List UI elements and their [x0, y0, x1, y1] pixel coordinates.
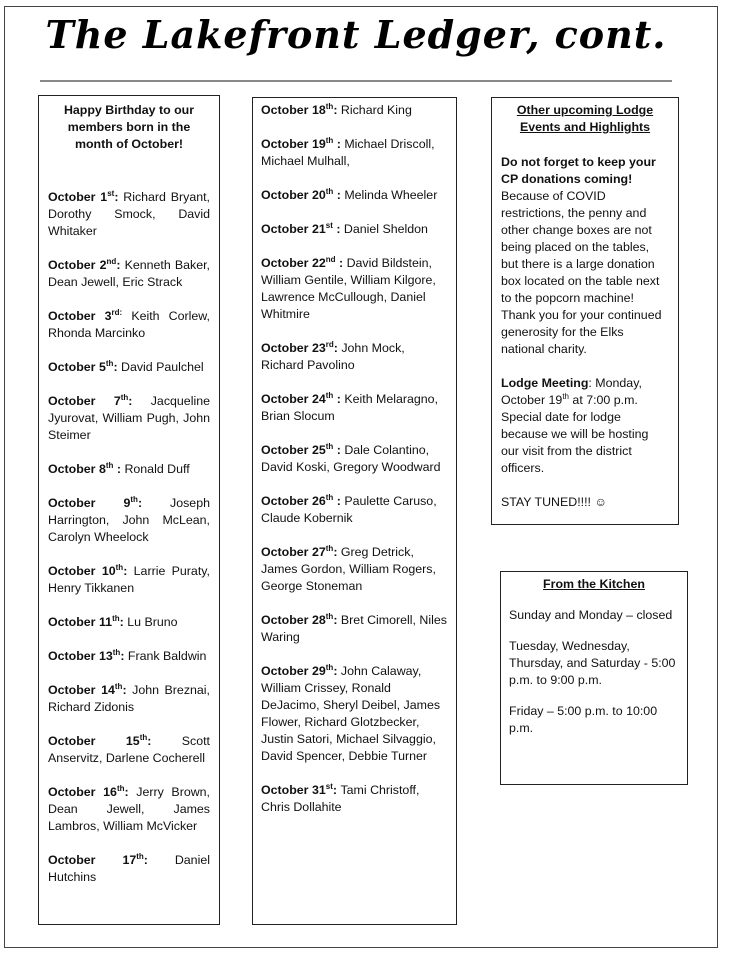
- birthday-separator: :: [332, 783, 341, 797]
- birthday-names: Richard King: [340, 103, 412, 117]
- birthday-names: John Calaway, William Crissey, Ronald DeJacimo, Sheryl Deibel, James Flower, Richard Glotzbecker, Justin Satori, Michael Silvaggio, David Spencer, Debbie Turner: [261, 664, 441, 763]
- birthday-day-suffix: th: [325, 135, 334, 145]
- birthday-month: October: [48, 615, 96, 629]
- meeting-details: at 7:00 p.m. Special date for lodge because we will be hosting our visit from the district officers.: [501, 393, 649, 475]
- birthday-names: David Paulchel: [121, 360, 204, 374]
- birthday-names: Jacqueline Jyurovat, William Pugh, John Steimer: [48, 394, 210, 442]
- birthday-list-1: [48, 189, 210, 886]
- birthday-names: Melinda Wheeler: [344, 188, 438, 202]
- birthday-names: Joseph Harrington, John McLean, Carolyn Wheelock: [48, 496, 210, 544]
- birthday-entry: [261, 221, 448, 238]
- birthday-separator: :: [333, 545, 341, 559]
- birthday-date: [48, 853, 175, 867]
- birthday-date: [48, 734, 182, 748]
- birthday-day: 15: [125, 734, 140, 748]
- birthday-month: October: [48, 309, 96, 323]
- birthday-month: October: [261, 664, 309, 678]
- birthday-separator: [122, 309, 131, 323]
- birthday-day: 22: [311, 256, 326, 270]
- birthday-month: October: [48, 496, 96, 510]
- birthday-names: Lu Bruno: [127, 615, 178, 629]
- birthday-names: Scott Anservitz, Darlene Cocherell: [48, 734, 210, 765]
- birthday-month: October: [48, 734, 96, 748]
- birthday-names: Keith Melaragno, Brian Slocum: [261, 392, 439, 423]
- birthday-day: 2: [99, 258, 107, 272]
- birthday-month: October: [261, 341, 309, 355]
- birthday-month: October: [48, 462, 96, 476]
- birthday-day: 19: [311, 137, 326, 151]
- birthday-separator: :: [113, 360, 122, 374]
- birthday-entry: [48, 308, 210, 342]
- birthday-date: [261, 103, 341, 117]
- donations-heading: Do not forget to keep your CP donations coming!: [501, 155, 656, 186]
- birthday-entry: [48, 648, 210, 665]
- birthday-day: 1: [100, 190, 108, 204]
- birthday-month: October: [48, 394, 96, 408]
- birthday-separator: :: [128, 394, 151, 408]
- birthday-day-suffix: rd:: [111, 307, 123, 317]
- birthday-day: 9: [123, 496, 131, 510]
- birthday-day-suffix: th: [325, 492, 334, 502]
- birthday-date: [48, 258, 125, 272]
- birthday-separator: :: [333, 613, 341, 627]
- birthday-separator: :: [333, 392, 345, 406]
- birthday-date: [48, 615, 127, 629]
- birthday-day: 17: [122, 853, 137, 867]
- birthday-month: October: [261, 222, 309, 236]
- meeting-date-suffix: th: [562, 391, 569, 401]
- birthday-day: 14: [101, 683, 115, 697]
- birthday-entry: [261, 136, 448, 170]
- birthday-separator: :: [332, 222, 344, 236]
- birthday-list-2: [261, 102, 448, 816]
- birthday-names: Tami Christoff, Chris Dollahite: [261, 783, 420, 814]
- kitchen-hours-2: Friday – 5:00 p.m. to 10:00 p.m.: [509, 704, 658, 735]
- birthday-date: [48, 394, 151, 408]
- birthday-month: October: [261, 137, 309, 151]
- birthday-names: Larrie Puraty, Henry Tikkanen: [48, 564, 210, 595]
- birthday-separator: :: [333, 443, 345, 457]
- birthday-entry: [48, 614, 210, 631]
- birthday-date: [261, 341, 341, 355]
- events-title: Other upcoming Lodge Events and Highlights: [516, 103, 654, 134]
- kitchen-hours-0: Sunday and Monday – closed: [509, 608, 673, 622]
- birthday-month: October: [48, 853, 96, 867]
- birthday-month: October: [48, 649, 96, 663]
- birthday-month: October: [48, 360, 96, 374]
- birthday-separator: :: [137, 496, 171, 510]
- birthday-day: 11: [98, 615, 113, 629]
- birthday-day: 21: [311, 222, 326, 236]
- birthday-month: October: [261, 188, 309, 202]
- birthday-day: 29: [311, 664, 326, 678]
- events-box: [491, 97, 679, 525]
- birthday-separator: :: [120, 649, 128, 663]
- birthday-date: [48, 496, 170, 510]
- birthday-day-suffix: th: [112, 647, 121, 657]
- masthead-divider: [40, 80, 672, 82]
- birthday-day-suffix: th: [139, 732, 148, 742]
- birthday-date: [261, 494, 344, 508]
- birthday-separator: :: [119, 615, 128, 629]
- donations-paragraph: [501, 154, 669, 358]
- birthday-day: 26: [311, 494, 326, 508]
- birthday-date: [261, 443, 344, 457]
- birthday-day-suffix: th: [115, 562, 124, 572]
- birthday-day-suffix: th: [325, 543, 334, 553]
- birthday-day-suffix: th: [120, 392, 129, 402]
- birthday-names: Ronald Duff: [124, 462, 190, 476]
- birthday-day-suffix: th: [325, 186, 334, 196]
- birthday-date: [261, 392, 344, 406]
- birthday-entry: [48, 461, 210, 478]
- birthday-entry: [48, 682, 210, 716]
- birthday-month: October: [261, 392, 309, 406]
- birthday-month: October: [48, 258, 96, 272]
- birthday-day: 7: [113, 394, 121, 408]
- birthday-date: [48, 309, 131, 323]
- birthday-entry: [48, 189, 210, 240]
- birthday-date: [48, 649, 128, 663]
- birthday-date: [261, 256, 347, 270]
- birthday-date: [261, 613, 341, 627]
- birthday-day-suffix: th: [105, 460, 114, 470]
- birthday-day: 23: [311, 341, 326, 355]
- birthday-entry: [261, 187, 448, 204]
- birthday-date: [48, 190, 123, 204]
- birthday-day-suffix: rd: [325, 339, 334, 349]
- birthday-names: Keith Corlew, Rhonda Marcinko: [48, 309, 210, 340]
- birthday-separator: :: [333, 664, 341, 678]
- birthday-names: Paulette Caruso, Claude Kobernik: [261, 494, 437, 525]
- birthday-day-suffix: th: [325, 101, 334, 111]
- birthday-month: October: [261, 494, 309, 508]
- birthday-separator: :: [143, 853, 175, 867]
- birthday-entry: [261, 442, 448, 476]
- birthday-day-suffix: th: [325, 390, 334, 400]
- birthday-entry: [48, 495, 210, 546]
- birthday-column-1: [38, 95, 220, 925]
- birthday-separator: :: [116, 258, 125, 272]
- birthday-day: 13: [98, 649, 113, 663]
- birthday-separator: :: [333, 341, 342, 355]
- birthday-day-suffix: th: [112, 613, 120, 623]
- birthday-separator: :: [113, 462, 125, 476]
- birthday-names: John Breznai, Richard Zidonis: [48, 683, 210, 714]
- birthday-day: 24: [311, 392, 326, 406]
- birthday-names: Kenneth Baker, Dean Jewell, Eric Strack: [48, 258, 210, 289]
- birthday-day: 27: [311, 545, 326, 559]
- birthday-entry: [261, 391, 448, 425]
- birthday-month: October: [261, 103, 309, 117]
- birthday-separator: :: [122, 683, 133, 697]
- meeting-label: Lodge Meeting: [501, 376, 589, 390]
- birthday-date: [48, 564, 134, 578]
- birthday-day-suffix: st: [325, 220, 333, 230]
- birthday-day-suffix: nd: [106, 256, 117, 266]
- birthday-separator: :: [335, 256, 347, 270]
- birthday-names: Dale Colantino, David Koski, Gregory Woodward: [261, 443, 441, 474]
- birthday-names: Greg Detrick, James Gordon, William Rogers, George Stoneman: [261, 545, 436, 593]
- birthday-names: Richard Bryant, Dorothy Smock, David Whitaker: [48, 190, 210, 238]
- birthday-entry: [261, 663, 448, 765]
- birthday-month: October: [261, 256, 309, 270]
- birthday-entry: [261, 782, 448, 816]
- birthday-day-suffix: th: [116, 783, 125, 793]
- birthday-day-suffix: th: [105, 358, 114, 368]
- birthday-day-suffix: th: [114, 681, 123, 691]
- meeting-paragraph: [501, 375, 669, 477]
- birthday-date: [48, 360, 121, 374]
- birthday-entry: [48, 563, 210, 597]
- birthday-day-suffix: nd: [325, 254, 336, 264]
- birthday-separator: :: [114, 190, 124, 204]
- birthday-names: Frank Baldwin: [127, 649, 207, 663]
- birthday-day-suffix: th: [325, 441, 334, 451]
- birthday-day-suffix: th: [136, 851, 144, 861]
- birthday-date: [261, 137, 344, 151]
- birthday-names: David Bildstein, William Gentile, William Kilgore, Lawrence McCullough, Daniel Whitmire: [261, 256, 436, 321]
- meeting-date: : Monday, October 19: [501, 376, 642, 407]
- birthday-day-suffix: th: [325, 611, 334, 621]
- birthday-date: [48, 683, 132, 697]
- birthday-separator: :: [333, 137, 345, 151]
- birthday-month: October: [48, 785, 96, 799]
- birthday-entry: [48, 359, 210, 376]
- birthday-names: Bret Cimorell, Niles Waring: [261, 613, 447, 644]
- birthday-date: [261, 664, 341, 678]
- birthday-date: [48, 462, 124, 476]
- birthday-names: Michael Driscoll, Michael Mulhall,: [261, 137, 435, 168]
- birthday-separator: :: [333, 188, 345, 202]
- birthday-separator: :: [333, 494, 345, 508]
- birthday-separator: :: [124, 785, 137, 799]
- birthday-day: 31: [311, 783, 326, 797]
- birthday-entry: [48, 784, 210, 835]
- birthday-entry: [261, 493, 448, 527]
- birthday-header: Happy Birthday to our members born in the month of October!: [63, 103, 195, 151]
- birthday-month: October: [48, 190, 96, 204]
- birthday-entry: [48, 393, 210, 444]
- birthday-date: [261, 222, 344, 236]
- birthday-entry: [48, 257, 210, 291]
- birthday-day: 28: [311, 613, 326, 627]
- birthday-date: [261, 188, 344, 202]
- birthday-day-suffix: st: [325, 781, 333, 791]
- birthday-date: [48, 785, 136, 799]
- birthday-entry: [261, 612, 448, 646]
- birthday-separator: :: [333, 103, 341, 117]
- birthday-month: October: [261, 443, 309, 457]
- birthday-entry: [48, 733, 210, 767]
- birthday-entry: [261, 255, 448, 323]
- birthday-day: 18: [311, 103, 326, 117]
- donations-body: Because of COVID restrictions, the penny and other change boxes are not being placed on the tables, but there is a large donation box located on the table next to the popcorn machine! Thank you for your continued generosity for the Elks national charity.: [501, 189, 662, 356]
- kitchen-hours-1: Tuesday, Wednesday, Thursday, and Saturday - 5:00 p.m. to 9:00 p.m.: [509, 639, 676, 687]
- birthday-entry: [261, 340, 448, 374]
- birthday-day: 16: [103, 785, 117, 799]
- birthday-day: 3: [104, 309, 112, 323]
- newsletter-masthead: The Lakefront Ledger, cont.: [45, 12, 667, 57]
- birthday-entry: [48, 852, 210, 886]
- birthday-day-suffix: st: [107, 188, 115, 198]
- birthday-date: [261, 783, 340, 797]
- birthday-day: 5: [98, 360, 106, 374]
- birthday-month: October: [261, 783, 309, 797]
- birthday-names: Jerry Brown, Dean Jewell, James Lambros, William McVicker: [48, 785, 210, 833]
- birthday-month: October: [48, 683, 96, 697]
- birthday-entry: [261, 544, 448, 595]
- birthday-month: October: [48, 564, 96, 578]
- birthday-separator: :: [123, 564, 134, 578]
- birthday-day: 20: [311, 188, 326, 202]
- birthday-date: [261, 545, 341, 559]
- birthday-separator: :: [147, 734, 182, 748]
- birthday-day: 25: [311, 443, 326, 457]
- birthday-entry: [261, 102, 448, 119]
- stay-tuned: STAY TUNED!!!! ☺: [501, 495, 608, 509]
- birthday-day-suffix: th: [130, 494, 138, 504]
- birthday-day: 10: [101, 564, 116, 578]
- birthday-month: October: [261, 545, 309, 559]
- kitchen-title: From the Kitchen: [543, 577, 645, 591]
- kitchen-box: [500, 571, 688, 785]
- birthday-day-suffix: th: [325, 662, 334, 672]
- birthday-names: Daniel Sheldon: [343, 222, 428, 236]
- birthday-names: Daniel Hutchins: [48, 853, 210, 884]
- birthday-day: 8: [98, 462, 106, 476]
- birthday-names: John Mock, Richard Pavolino: [261, 341, 405, 372]
- birthday-column-2: [252, 97, 457, 925]
- birthday-month: October: [261, 613, 309, 627]
